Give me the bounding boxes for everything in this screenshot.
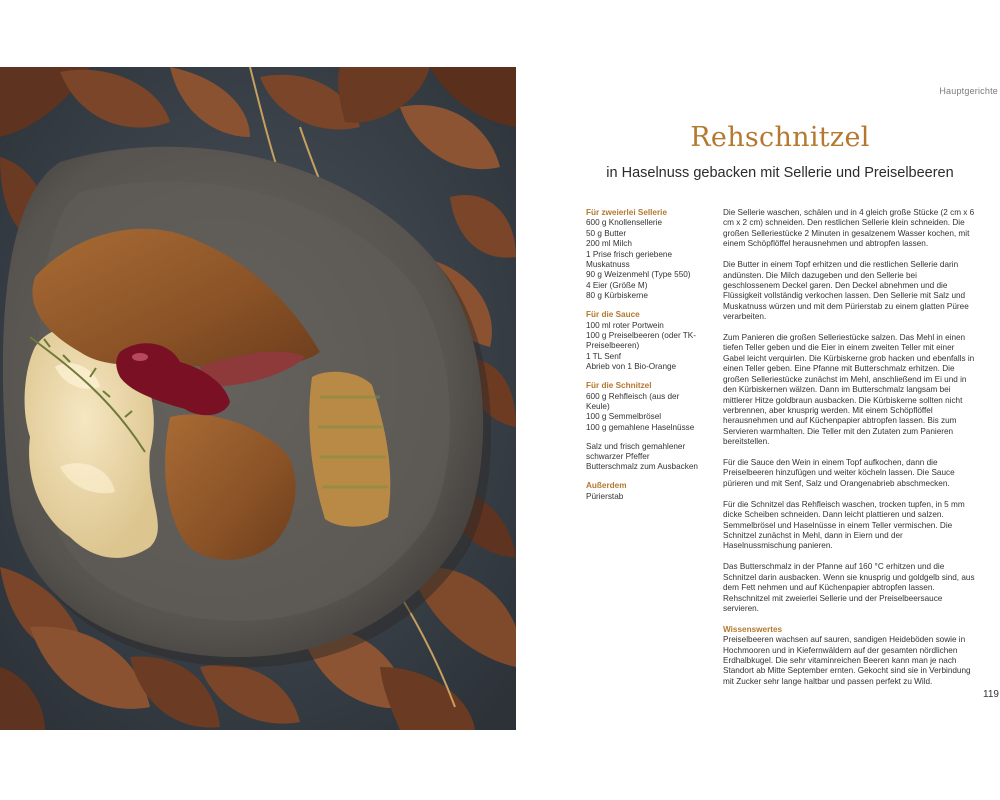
- section-label: Hauptgerichte: [939, 86, 998, 96]
- ingredient-group-schnitzel: [586, 381, 706, 433]
- ingredient-line: schwarzer Pfeffer: [586, 452, 650, 462]
- ingredient-line: Butterschmalz zum Ausbacken: [586, 462, 698, 472]
- ingredient-line: Abrieb von 1 Bio-Orange: [586, 362, 677, 372]
- ingredient-line: 4 Eier (Größe M): [586, 280, 648, 290]
- ingredient-line: Muskatnuss: [586, 260, 630, 270]
- ingredient-line: 50 g Butter: [586, 228, 627, 238]
- recipe-title: Rehschnitzel: [690, 122, 870, 153]
- ingredient-group-sauce: [586, 310, 706, 372]
- ingredient-line: 100 ml roter Portwein: [586, 320, 664, 330]
- ingredient-line: 90 g Weizenmehl (Type 550): [586, 270, 691, 280]
- ingredient-line: 600 g Knollensellerie: [586, 218, 663, 228]
- ingredient-group-seasoning: [586, 442, 706, 473]
- ingredient-line: 100 g Semmelbrösel: [586, 412, 662, 422]
- ingredient-line: 80 g Kürbiskerne: [586, 291, 648, 301]
- food-photo: [0, 67, 516, 730]
- ingredient-line: Pürierstab: [586, 491, 624, 501]
- ingredient-heading: Für zweierlei Sellerie: [586, 208, 668, 217]
- ingredient-line: 100 g gemahlene Haselnüsse: [586, 422, 695, 432]
- ingredient-line: 1 TL Senf: [586, 351, 622, 361]
- recipe-subtitle: in Haselnuss gebacken mit Sellerie und Preiselbeeren: [606, 165, 954, 181]
- ingredient-heading: Für die Schnitzel: [586, 381, 652, 391]
- instructions: [723, 208, 975, 698]
- wissenswertes-heading: Wissenswertes: [723, 624, 783, 634]
- ingredient-heading: Für die Sauce: [586, 310, 640, 320]
- ingredient-line: 200 ml Milch: [586, 239, 632, 249]
- instruction-paragraph: Für die Sauce den Wein in einem Topf aufkochen, dann die Preiselbeeren hinzufügen und weiter köcheln lassen. Die Sauce pürieren und mit Senf, Salz und Orangenabrieb abschmecken.: [723, 458, 955, 488]
- wissenswertes-text: Preiselbeeren wachsen auf sauren, sandigen Heideböden sowie in Hochmooren und in Kiefernwäldern auf der gesamten nördlichen Erdhalbkugel. Die sehr vitaminreichen Beeren kann man je nach Standort ab Mitte September ernten. Gekocht sind sie in Verbindung mit Zucker sehr lange haltbar und passen perfekt zu Wild.: [723, 635, 971, 686]
- instruction-paragraph: Die Sellerie waschen, schälen und in 4 gleich große Stücke (2 cm x 6 cm x 2 cm) schneiden. Den restlichen Sellerie klein schneiden. Die großen Selleriestücke 2 Minuten in gesalzenem Wasser kochen, mit einem Schöpflöffel herausnehmen und abtropfen lassen.: [723, 208, 975, 249]
- instruction-paragraph: Die Butter in einem Topf erhitzen und die restlichen Sellerie darin andünsten. Die Milch dazugeben und den Sellerie bei geschlossenem Deckel garen. Den Deckel abnehmen und die Flüssigkeit vollständig verkochen lassen. Den Sellerie mit Salz und Muskatnuss würzen und mit dem Pürierstab zu einem glatten Püree verarbeiten.: [723, 260, 969, 322]
- instruction-paragraph: Das Butterschmalz in der Pfanne auf 160 °C erhitzen und die Schnitzel darin ausbacken. Wenn sie knusprig und goldgelb sind, aus dem Fett nehmen und auf Küchenpapier abtropfen lassen. Rehschnitzel mit zweierlei Sellerie und der Preiselbeersauce servieren.: [723, 562, 975, 613]
- ingredient-line: Keule): [586, 401, 610, 411]
- ingredients-list: [586, 208, 706, 511]
- ingredient-line: 600 g Rehfleisch (aus der: [586, 391, 680, 401]
- ingredient-group-ausserdem: [586, 481, 706, 502]
- instruction-paragraph: Für die Schnitzel das Rehfleisch waschen, trocken tupfen, in 5 mm dicke Scheiben schneiden. Dann leicht plattieren und salzen. Semmelbrösel und Haselnüsse in einem Teller vermischen. Die Schnitzel zunächst in Mehl, dann in Eiern und der Haselnussmischung panieren.: [723, 499, 965, 551]
- ingredient-group-sellerie: [586, 208, 706, 302]
- page-number: 119: [983, 689, 999, 700]
- ingredient-line: 100 g Preiselbeeren (oder TK-: [586, 330, 696, 340]
- instruction-paragraph: Zum Panieren die großen Selleriestücke salzen. Das Mehl in einen tiefen Teller geben und die Eier in einem zweiten Teller mit einer Gabel leicht verquirlen. Die Kürbiskerne grob hacken und ebenfalls in einen Teller geben. Eine Pfanne mit Butterschmalz erhitzen. Die großen Selleriestücke zunächst im Mehl, anschließend im Ei und in den Kürbiskernen wälzen. Dann im Butterschmalz langsam bei mittlerer Hitze goldbraun ausbacken. Die Kürbiskerne sollten nicht verbrennen, aber knusprig werden. Mit einem Schöpflöffel herausnehmen und auf Küchenpapier abtropfen lassen. Bis zum Servieren warmhalten. Die Teller mit den Zutaten zum Panieren bereitstellen.: [723, 333, 975, 447]
- ingredient-heading: Außerdem: [586, 481, 627, 491]
- ingredient-line: Salz und frisch gemahlener: [586, 441, 686, 451]
- ingredient-line: Preiselbeeren): [586, 341, 640, 351]
- ingredient-line: 1 Prise frisch geriebene: [586, 249, 673, 259]
